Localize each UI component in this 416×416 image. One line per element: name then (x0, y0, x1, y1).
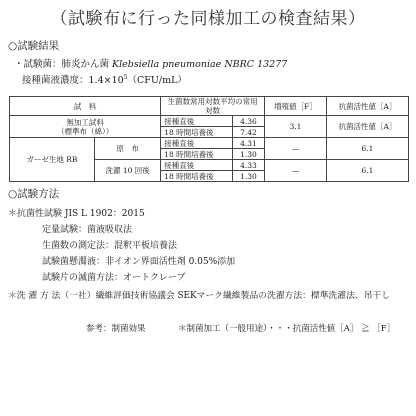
growth-cell: — (265, 160, 327, 182)
value-cell: 4.31 (232, 138, 264, 149)
sample-cell: 無加工試料 （標準布（綿）） (10, 116, 161, 138)
sub-sample-cell: 原 布 (95, 138, 161, 160)
results-table (9, 96, 409, 182)
reference-label: 参考：制菌効果 (86, 324, 146, 334)
bacteria-code: NBRC 13277 (224, 59, 288, 70)
header-growth: 増殖値［F］ (265, 97, 327, 116)
activity-cell: 6.1 (327, 138, 409, 160)
bacteria-name: Klebsiella pneumoniae (112, 59, 222, 70)
inoculum-label: 接種菌液濃度：1.4×10 (22, 75, 124, 86)
header-sample: 試 料 (10, 97, 161, 116)
header-activity: 抗菌活性値［A］ (327, 97, 409, 116)
table-row (10, 138, 409, 149)
page-title: （試験布に行った同様加工の検査結果） (50, 9, 366, 29)
inoculum-exponent: 5 (123, 73, 128, 81)
method-line: 生菌数の測定法：混釈平板培養法 (42, 241, 178, 251)
header-log: 生菌数常用対数平均の常用対数 (161, 97, 265, 116)
results-heading: ○試験結果 (8, 40, 60, 52)
bacteria-line (14, 56, 287, 70)
activity-cell: 6.1 (327, 160, 409, 182)
table-row (10, 116, 409, 127)
growth-cell: — (265, 138, 327, 160)
growth-cell: 3.1 (265, 116, 327, 138)
method-line: 試験片の滅菌方法：オートクレーブ (42, 273, 186, 283)
methods-heading: ○試験方法 (8, 188, 60, 200)
activity-cell: 抗菌活性値［A］ (327, 116, 409, 138)
value-cell: 1.30 (232, 171, 264, 182)
value-cell: 4.36 (232, 116, 264, 127)
value-cell: 4.33 (232, 160, 264, 171)
table-header-row (10, 97, 409, 116)
method-line: ＊洗 濯 方 法（一社）繊維評価技術協議会 SEKマーク繊維製品の洗濯方法：標準洗濯法、吊干し (8, 291, 391, 301)
inoculum-unit: （CFU/mL） (127, 75, 187, 86)
value-cell: 1.30 (232, 149, 264, 160)
inoculum-line (22, 72, 187, 86)
method-line: ＊抗菌性試験 JIS L 1902：2015 (8, 209, 145, 219)
time-cell: 接種直後 (161, 116, 233, 127)
time-cell: 接種直後 (161, 160, 233, 171)
time-cell: 接種直後 (161, 138, 233, 149)
bacteria-label: ・試験菌：肺炎かん菌 (14, 59, 110, 70)
time-cell: 18 時間培養後 (161, 149, 233, 160)
method-line: 定量試験：菌液吸収法 (42, 225, 133, 235)
sample-cell: ガーゼ生地 RB (10, 138, 95, 182)
value-cell: 7.42 (232, 127, 264, 138)
time-cell: 18 時間培養後 (161, 171, 233, 182)
reference-formula: ＊制菌加工（一般用途）・・・抗菌活性値［A］ ≧ ［F］ (178, 324, 396, 334)
sub-sample-cell: 洗濯 10 回後 (95, 160, 161, 182)
method-line: 試験菌懸濁液：非イオン界面活性剤 0.05%添加 (42, 257, 236, 267)
time-cell: 18 時間培養後 (161, 127, 233, 138)
